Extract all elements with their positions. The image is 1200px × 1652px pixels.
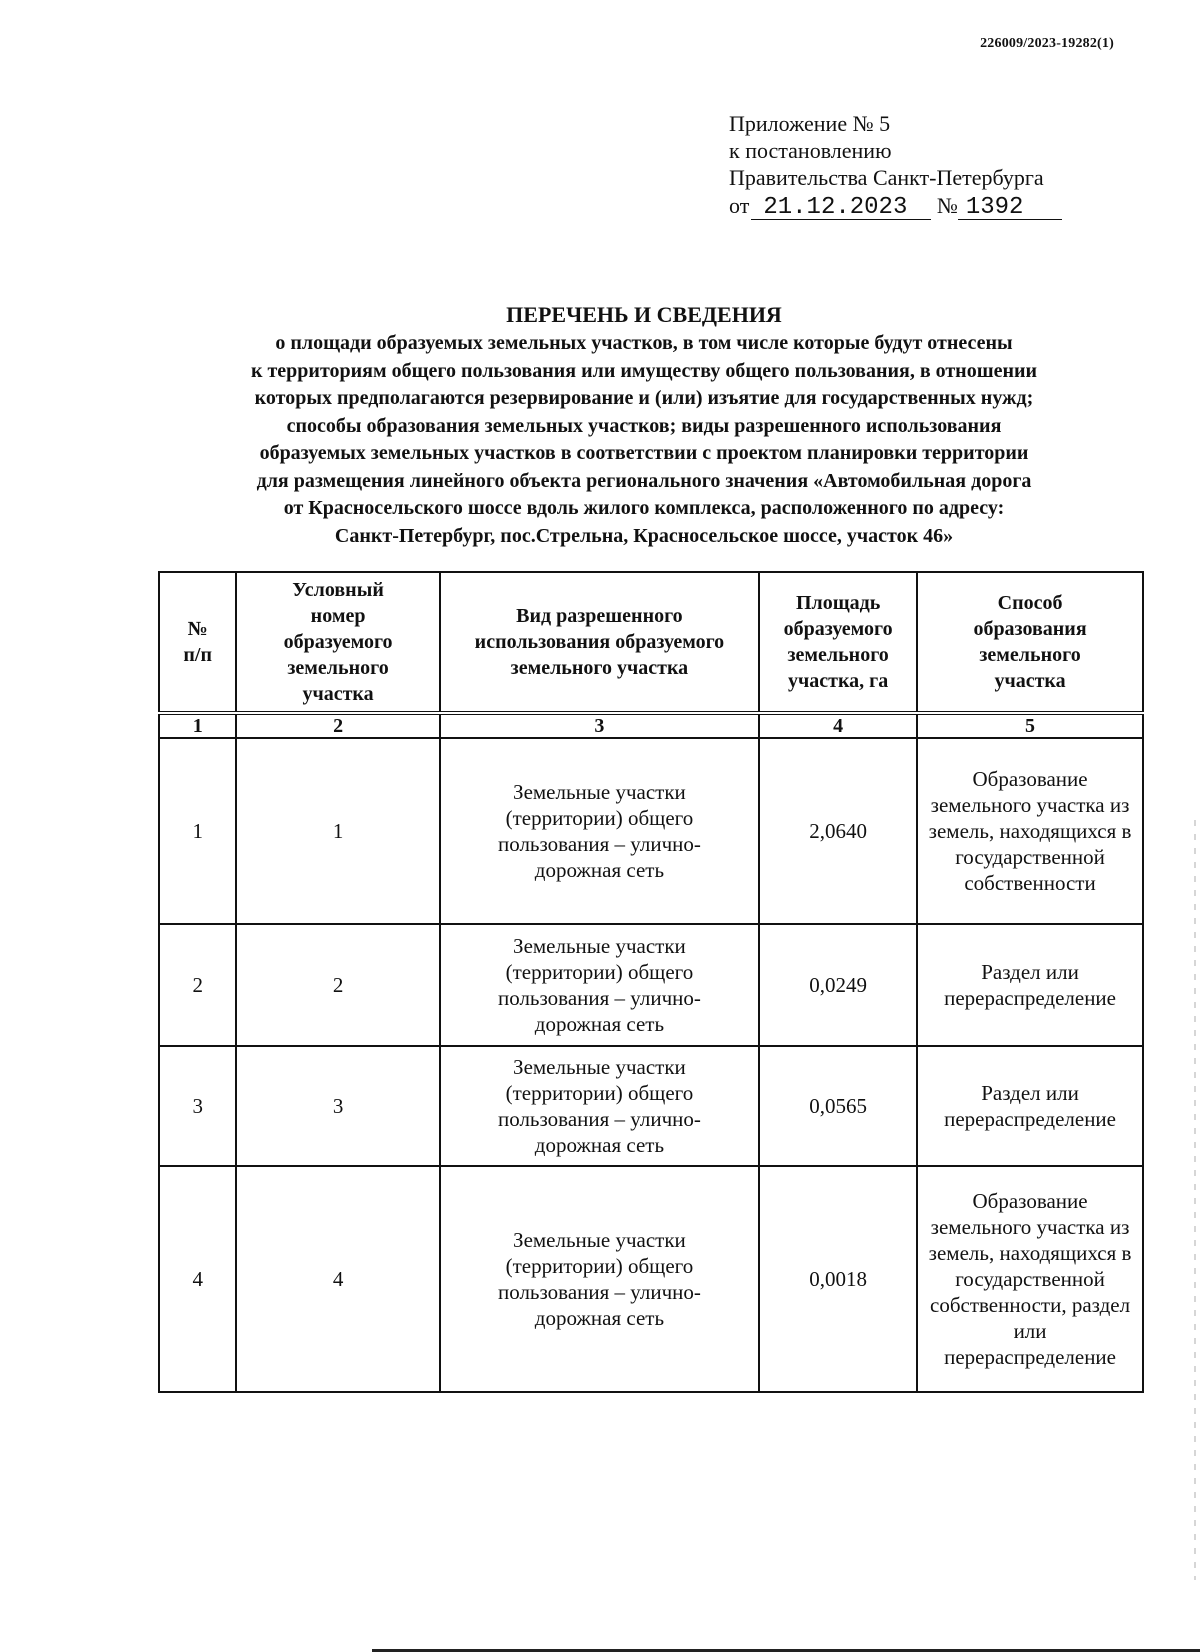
cell-formation-method: Раздел или перераспределение bbox=[917, 924, 1143, 1046]
cell-permitted-use: Земельные участки (территории) общего пользования – улично-дорожная сеть bbox=[440, 738, 760, 924]
cell-formation-method: Образование земельного участка из земель, находящихся в государственной собственности, раздел или перераспределение bbox=[917, 1166, 1143, 1392]
header-area: Площадь образуемого земельного участка, га bbox=[759, 572, 917, 713]
scan-edge-artifact bbox=[1194, 820, 1196, 1580]
cell-permitted-use: Земельные участки (территории) общего пользования – улично-дорожная сеть bbox=[440, 924, 760, 1046]
column-number-row bbox=[159, 713, 1143, 738]
cell-formation-method: Раздел или перераспределение bbox=[917, 1046, 1143, 1166]
from-label: от bbox=[729, 193, 750, 218]
column-number: 2 bbox=[236, 713, 439, 738]
document-title: ПЕРЕЧЕНЬ И СВЕДЕНИЯ bbox=[506, 302, 782, 327]
cell-formation-method: Образование земельного участка из земель, находящихся в государственной собственности bbox=[917, 738, 1143, 924]
cell-area: 2,0640 bbox=[759, 738, 917, 924]
subtitle-line: для размещения линейного объекта регионального значения «Автомобильная дорога bbox=[256, 469, 1032, 492]
appendix-block bbox=[729, 110, 1062, 220]
cell-row-number: 2 bbox=[159, 924, 236, 1046]
cell-row-number: 3 bbox=[159, 1046, 236, 1166]
land-plots-table bbox=[158, 571, 1144, 1393]
cell-area: 0,0018 bbox=[759, 1166, 917, 1392]
header-permitted-use: Вид разрешенного использования образуемого земельного участка bbox=[440, 572, 760, 713]
subtitle-line: о площади образуемых земельных участков, в том числе которые будут отнесены bbox=[275, 332, 1013, 354]
header-plot-number: Условный номер образуемого земельного участка bbox=[236, 572, 439, 713]
subtitle-line: способы образования земельных участков; виды разрешенного использования bbox=[286, 414, 1002, 437]
column-number: 1 bbox=[159, 713, 236, 738]
subtitle-line: которых предполагаются резервирование и (или) изъятие для государственных нужд; bbox=[254, 387, 1034, 409]
column-number: 3 bbox=[440, 713, 760, 738]
cell-plot-number: 3 bbox=[236, 1046, 439, 1166]
column-number: 5 bbox=[917, 713, 1143, 738]
document-title-block bbox=[140, 302, 1148, 550]
resolution-number: 1392 bbox=[958, 197, 1062, 220]
subtitle-line: от Красносельского шоссе вдоль жилого комплекса, расположенного по адресу: bbox=[283, 497, 1005, 519]
cell-plot-number: 2 bbox=[236, 924, 439, 1046]
number-label: № bbox=[936, 193, 958, 218]
appendix-line-1: Приложение № 5 bbox=[729, 111, 891, 136]
cell-permitted-use: Земельные участки (территории) общего пользования – улично-дорожная сеть bbox=[440, 1046, 760, 1166]
cell-plot-number: 4 bbox=[236, 1166, 439, 1392]
cell-plot-number: 1 bbox=[236, 738, 439, 924]
table-row bbox=[159, 1046, 1143, 1166]
appendix-line-2: к постановлению bbox=[729, 138, 892, 163]
cell-row-number: 1 bbox=[159, 738, 236, 924]
resolution-date: 21.12.2023 bbox=[751, 197, 931, 220]
column-number: 4 bbox=[759, 713, 917, 738]
cell-area: 0,0249 bbox=[759, 924, 917, 1046]
header-formation-method: Способ образования земельного участка bbox=[917, 572, 1143, 713]
table-row bbox=[159, 924, 1143, 1046]
appendix-line-3: Правительства Санкт-Петербурга bbox=[729, 165, 1044, 190]
subtitle-line: образуемых земельных участков в соответствии с проектом планировки территории bbox=[259, 442, 1029, 464]
document-registration-code: 226009/2023-19282(1) bbox=[980, 36, 1114, 51]
table-row bbox=[159, 1166, 1143, 1392]
table-row bbox=[159, 738, 1143, 924]
cell-permitted-use: Земельные участки (территории) общего пользования – улично-дорожная сеть bbox=[440, 1166, 760, 1392]
document-subtitle bbox=[140, 330, 1148, 550]
cell-area: 0,0565 bbox=[759, 1046, 917, 1166]
subtitle-line: Санкт-Петербург, пос.Стрельна, Красносельское шоссе, участок 46» bbox=[334, 524, 954, 547]
subtitle-line: к территориям общего пользования или имуществу общего пользования, в отношении bbox=[250, 359, 1038, 382]
cell-row-number: 4 bbox=[159, 1166, 236, 1392]
table-header-row bbox=[159, 572, 1143, 713]
header-row-number: № п/п bbox=[159, 572, 236, 713]
appendix-date-number-line bbox=[729, 192, 1062, 220]
